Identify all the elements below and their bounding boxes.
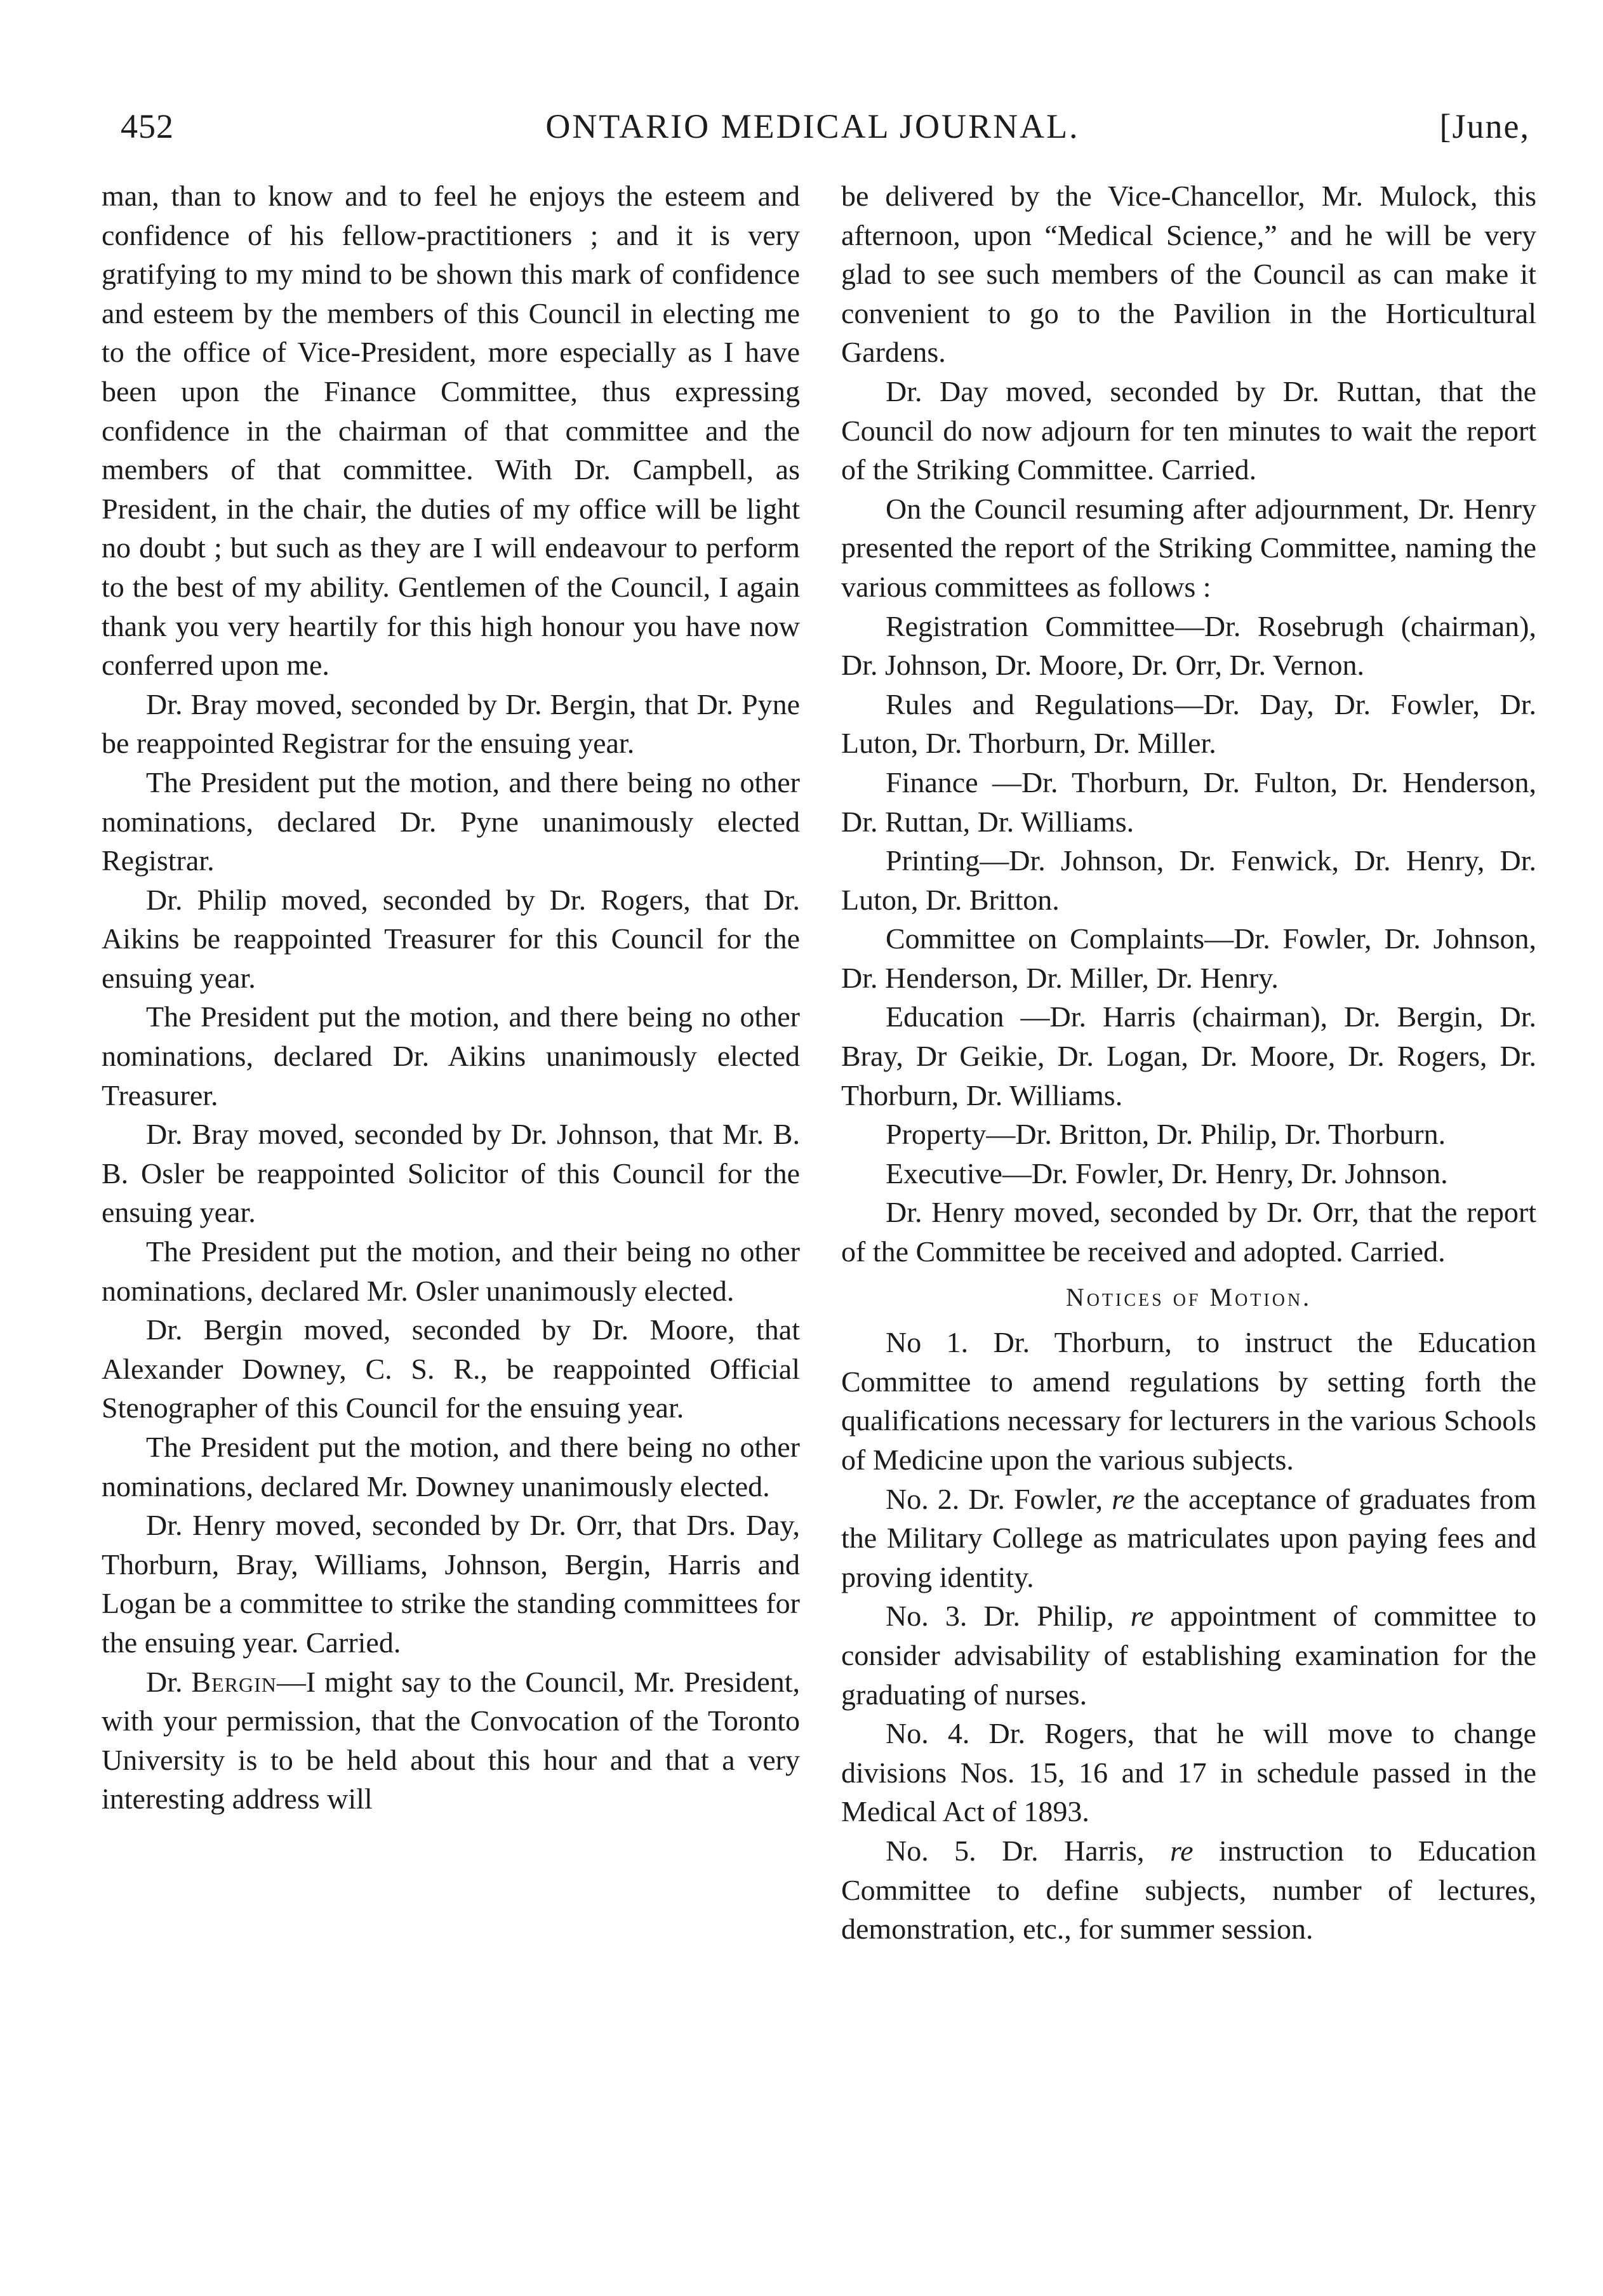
paragraph: Dr. Henry moved, seconded by Dr. Orr, that the report of the Committee be received and adopted. Carried. xyxy=(841,1196,1536,1268)
speaker-name: Bergin xyxy=(191,1665,277,1698)
committee-education: Education —Dr. Harris (chairman), Dr. Bergin, Dr. Bray, Dr Geikie, Dr. Logan, Dr. Moore, Dr. Rogers, Dr. Thorburn, Dr. Williams. xyxy=(841,1000,1536,1112)
paragraph: Dr. Henry moved, seconded by Dr. Orr, that Drs. Day, Thorburn, Bray, Williams, Johnson, Bergin, Harris and Logan be a committee to strike the standing committees for the ensuing year. Carried. xyxy=(102,1509,800,1659)
committee-rules: Rules and Regulations—Dr. Day, Dr. Fowler, Dr. Luton, Dr. Thorburn, Dr. Miller. xyxy=(841,687,1536,760)
notice-item: No. 4. Dr. Rogers, that he will move to change divisions Nos. 15, 16 and 17 in schedule passed in the Medical Act of 1893. xyxy=(841,1717,1536,1828)
speaker-prefix: Dr. xyxy=(146,1665,192,1698)
section-heading-notices: Notices of Motion. xyxy=(1065,1282,1312,1311)
notice-label: No. 3. xyxy=(886,1600,968,1633)
issue-month: [June, xyxy=(1439,107,1530,145)
notice-label: No. 4. xyxy=(886,1717,970,1750)
committee-finance: Finance —Dr. Thorburn, Dr. Fulton, Dr. Henderson, Dr. Ruttan, Dr. Williams. xyxy=(841,766,1536,838)
paragraph: The President put the motion, and their being no other nominations, declared Mr. Osler unanimously elected. xyxy=(102,1235,800,1307)
notice-label: No 1. xyxy=(886,1326,969,1359)
notice-item: No. 2. Dr. Fowler, re the acceptance of graduates from the Military College as matriculates upon paying fees and proving identity. xyxy=(841,1482,1536,1593)
paragraph: The President put the motion, and there being no other nominations, declared Mr. Downey unanimously elected. xyxy=(102,1431,800,1503)
notice-item: No. 3. Dr. Philip, re appointment of committee to consider advisability of establishing examination for the graduating of nurses. xyxy=(841,1600,1536,1711)
committee-property: Property—Dr. Britton, Dr. Philip, Dr. Thorburn. xyxy=(886,1118,1446,1151)
right-column xyxy=(841,176,1536,1949)
paragraph: Dr. Bray moved, seconded by Dr. Bergin, that Dr. Pyne be reappointed Registrar for the ensuing year. xyxy=(102,687,800,760)
notice-item: No 1. Dr. Thorburn, to instruct the Education Committee to amend regulations by setting forth the qualifications necessary for lecturers in the various Schools of Medicine upon the various subjects. xyxy=(841,1326,1536,1476)
bergin-speech-paragraph xyxy=(102,1662,800,1819)
paragraph: Dr. Day moved, seconded by Dr. Ruttan, that the Council do now adjourn for ten minutes to wait the report of the Striking Committee. Carried. xyxy=(841,375,1536,486)
notice-item: No. 5. Dr. Harris, re instruction to Education Committee to define subjects, number of lectures, demonstration, etc., for summer session. xyxy=(841,1834,1536,1946)
paragraph: Dr. Bergin moved, seconded by Dr. Moore, that Alexander Downey, C. S. R., be reappointed Official Stenographer of this Council for the ensuing year. xyxy=(102,1313,800,1424)
paragraph: Dr. Philip moved, seconded by Dr. Rogers, that Dr. Aikins be reappointed Treasurer for this Council for the ensuing year. xyxy=(102,883,800,994)
paragraph: be delivered by the Vice-Chancellor, Mr. Mulock, this afternoon, upon “Medical Science,” and he will be very glad to see such members of the Council as can make it convenient to go to the Pavilion in the Horticultural Gardens. xyxy=(841,180,1536,369)
committee-printing: Printing—Dr. Johnson, Dr. Fenwick, Dr. Henry, Dr. Luton, Dr. Britton. xyxy=(841,844,1536,916)
paragraph: man, than to know and to feel he enjoys the esteem and confidence of his fellow-practitioners ; and it is very gratifying to my mind to be shown this mark of confidence and esteem by the members of this Council in electing me to the office of Vice-President, more especially as I have been upon the Finance Committee, thus expressing confidence in the chairman of that committee and the members of that committee. With Dr. Campbell, as President, in the chair, the duties of my office will be light no doubt ; but such as they are I will endeavour to perform to the best of my ability. Gentlemen of the Council, I again thank you very heartily for this high honour you have now conferred upon me. xyxy=(102,180,800,682)
committee-registration: Registration Committee—Dr. Rosebrugh (chairman), Dr. Johnson, Dr. Moore, Dr. Orr, Dr. Vernon. xyxy=(841,609,1536,682)
notice-label: No. 5. xyxy=(886,1834,976,1867)
notice-label: No. 2. xyxy=(886,1482,960,1515)
page-number: 452 xyxy=(121,107,174,145)
paragraph: On the Council resuming after adjournment, Dr. Henry presented the report of the Striking Committee, naming the various committees as follows : xyxy=(841,492,1536,603)
committee-complaints: Committee on Complaints—Dr. Fowler, Dr. Johnson, Dr. Henderson, Dr. Miller, Dr. Henry. xyxy=(841,922,1536,994)
left-column xyxy=(102,176,800,1819)
paragraph: The President put the motion, and there being no other nominations, declared Dr. Pyne unanimously elected Registrar. xyxy=(102,766,800,877)
paragraph: The President put the motion, and there being no other nominations, declared Dr. Aikins unanimously elected Treasurer. xyxy=(102,1000,800,1112)
paragraph: Dr. Bray moved, seconded by Dr. Johnson, that Mr. B. B. Osler be reappointed Solicitor of this Council for the ensuing year. xyxy=(102,1118,800,1229)
speech-text: —I might say to the Council, Mr. President, with your permission, that the Convocation of the Toronto University is to be held about this hour and that a very interesting address will xyxy=(102,1665,801,1815)
journal-title: ONTARIO MEDICAL JOURNAL. xyxy=(545,107,1080,145)
committee-executive: Executive—Dr. Fowler, Dr. Henry, Dr. Johnson. xyxy=(886,1157,1448,1190)
running-header xyxy=(95,107,1530,164)
